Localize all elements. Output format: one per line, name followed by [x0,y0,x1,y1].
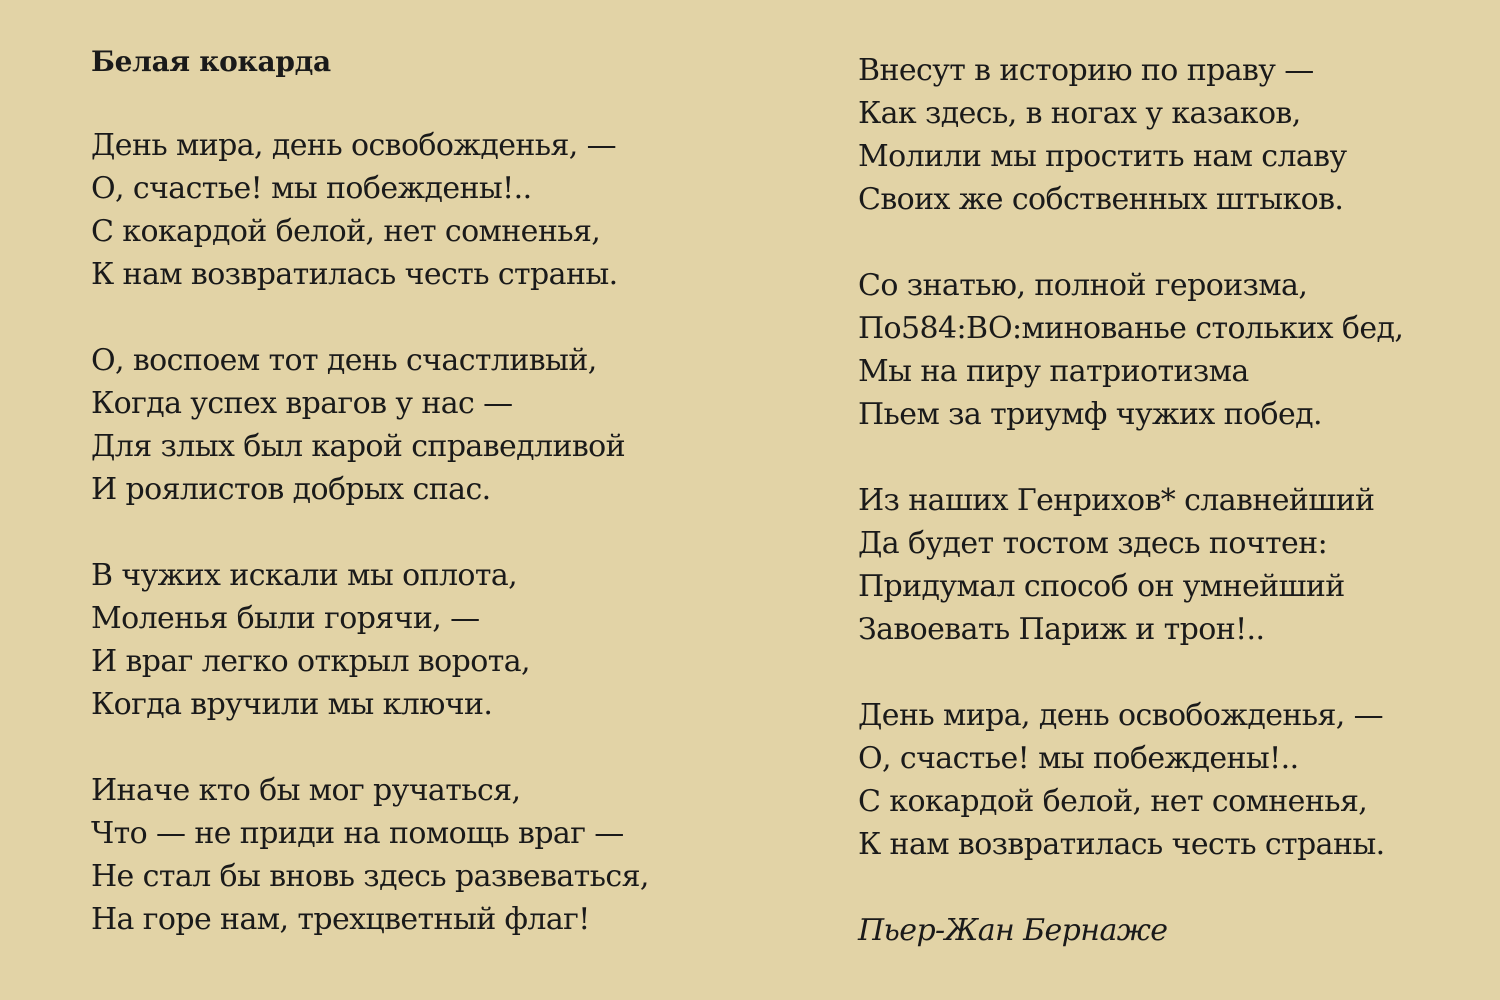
poem-line: Своих же собственных штыков. [858,182,1344,217]
poem-line: О, счастье! мы побеждены!.. [858,741,1299,776]
poem-line: Для злых был карой справедливой [91,429,626,464]
stanza [858,694,1458,866]
poem-line: Из наших Генрихов* славнейший [858,483,1375,518]
poem-line: Как здесь, в ногах у казаков, [858,96,1301,131]
left-column [91,40,711,984]
stanza [91,339,711,511]
poem-line: Иначе кто бы мог ручаться, [91,773,521,808]
stanza [91,554,711,726]
poem-line: Когда успех врагов у нас — [91,386,513,421]
poem-line: И роялистов добрых спас. [91,472,491,507]
stanza [858,49,1458,221]
poem-line: Молили мы простить нам славу [858,139,1347,174]
stanza [91,124,711,296]
poem-line: О, воспоем тот день счастливый, [91,343,597,378]
poem-line: Не стал бы вновь здесь развеваться, [91,859,649,894]
stanza [858,479,1458,651]
poem-line: День мира, день освобожденья, — [91,128,617,163]
right-column [858,49,1458,952]
stanza [91,769,711,941]
poem-line: Завоевать Париж и трон!.. [858,612,1265,647]
poem-line: Со знатью, полной героизма, [858,268,1308,303]
poem-line: С кокардой белой, нет сомненья, [858,784,1368,819]
poem-line: Да будет тостом здесь почтен: [858,526,1328,561]
stanza [858,264,1458,436]
poem-line: Мы на пиру патриотизма [858,354,1249,389]
poem-line: Что — не приди на помощь враг — [91,816,624,851]
poem-line: Когда вручили мы ключи. [91,687,493,722]
poem-line: К нам возвратилась честь страны. [858,827,1385,862]
poem-line: С кокардой белой, нет сомненья, [91,214,601,249]
poem-line: По584:BO:миновaнье стольких бед, [858,311,1404,346]
poem-line: На горе нам, трехцветный флаг! [91,902,590,937]
poem-line: В чужих искали мы оплота, [91,558,518,593]
poem-line: И враг легко открыл ворота, [91,644,530,679]
poem-line: Моленья были горячи, — [91,601,480,636]
poem-line: К нам возвратилась честь страны. [91,257,618,292]
poem-line: День мира, день освобожденья, — [858,698,1384,733]
poem-line: Придумал способ он умнейший [858,569,1345,604]
poem-line: О, счастье! мы побеждены!.. [91,171,532,206]
poem-author: Пьер-Жан Бернаже [858,913,1168,948]
poem-title: Белая кокарда [91,45,331,78]
poem-line: Внесут в историю по праву — [858,53,1314,88]
poem-line: Пьем за триумф чужих побед. [858,397,1322,432]
